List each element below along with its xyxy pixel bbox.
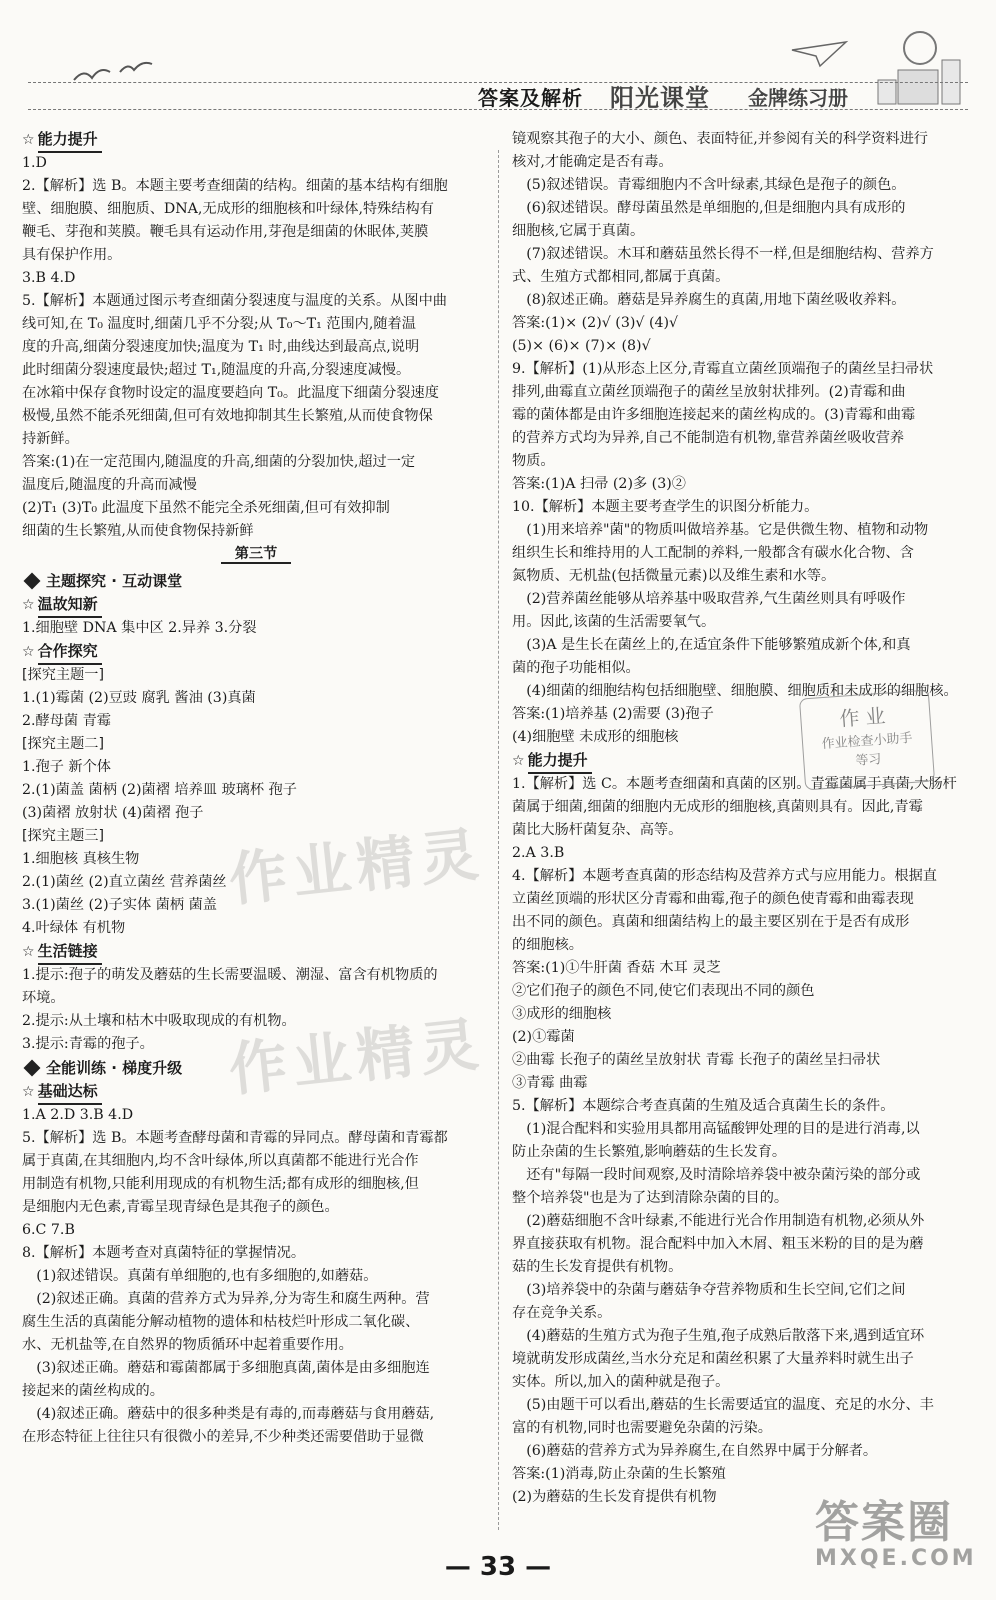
diamond-icon	[24, 1060, 41, 1077]
star-icon: ☆	[22, 943, 35, 960]
text-line: (5)× (6)× (7)× (8)√	[512, 338, 651, 354]
text-line: 答案:(1)A 扫帚 (2)多 (3)②	[512, 476, 686, 492]
text-line: (4)叙述正确。蘑菇中的很多种类是有毒的,而毒蘑菇与食用蘑菇,	[36, 1406, 435, 1422]
chapter-title-label: 第三节	[221, 546, 292, 564]
text-line: (8)叙述正确。蘑菇是异养腐生的真菌,用地下菌丝吸收养料。	[526, 292, 906, 308]
text-line: 8.【解析】本题考查对真菌特征的掌握情况。	[22, 1245, 306, 1261]
page-number: — 33 —	[444, 1552, 552, 1582]
watermark: 作业精灵	[225, 1009, 488, 1105]
text-line: (2)T₁ (3)T₀ 此温度下虽然不能完全杀死细菌,但可有效抑制	[22, 500, 390, 516]
section-heading-label: 生活链接	[38, 940, 102, 965]
text-line: 5.【解析】本题综合考查真菌的生殖及适合真菌生长的条件。	[512, 1098, 895, 1114]
text-line: 4.【解析】本题考查真菌的形态结构及营养方式与应用能力。根据直	[512, 868, 937, 884]
text-line: 式、生殖方式都相同,都属于真菌。	[512, 269, 730, 285]
text-line: 境就萌发形成菌丝,当水分充足和菌丝积累了大量养料时就生出子	[512, 1351, 914, 1367]
text-line: ②它们孢子的颜色不同,使它们表现出不同的颜色	[512, 983, 815, 999]
star-icon: ☆	[512, 752, 525, 769]
text-line: 出不同的颜色。真菌和细菌结构上的最主要区别在于是否有成形	[512, 914, 910, 930]
column-divider	[498, 150, 499, 1530]
text-line: 接起来的菌丝构成的。	[22, 1383, 164, 1399]
text-line: 2.酵母菌 青霉	[22, 713, 111, 729]
text-line: 答案:(1)× (2)√ (3)√ (4)√	[512, 315, 679, 331]
text-line: 极慢,虽然不能杀死细菌,但可有效地抑制其生长繁殖,从而使食物保	[22, 408, 433, 424]
text-line: 答案:(1)①牛肝菌 香菇 木耳 灵芝	[512, 960, 721, 976]
text-line: 6.C 7.B	[22, 1222, 75, 1238]
text-line: 5.【解析】本题通过图示考查细菌分裂速度与温度的关系。从图中曲	[22, 293, 447, 309]
text-line: 用制造有机物,只能利用现成的有机物生活;都有成形的细胞核,但	[22, 1176, 419, 1192]
text-line: (5)由题干可以看出,蘑菇的生长需要适宜的温度、充足的水分、丰	[526, 1397, 934, 1413]
text-line: (6)叙述错误。酵母菌虽然是单细胞的,但是细胞内具有成形的	[526, 200, 906, 216]
text-line: 3.B 4.D	[22, 270, 76, 286]
text-line: (1)用来培养"菌"的物质叫做培养基。它是供微生物、植物和动物	[526, 522, 929, 538]
paper-plane-icon	[790, 40, 850, 70]
star-icon: ☆	[22, 643, 35, 660]
diamond-icon	[24, 573, 41, 590]
text-line: (1)混合配料和实验用具都用高锰酸钾处理的目的是进行消毒,以	[526, 1121, 920, 1137]
text-line: 2.(1)菌盖 菌柄 (2)菌褶 培养皿 玻璃杯 孢子	[22, 782, 297, 798]
header-title: 答案及解析	[478, 86, 583, 110]
text-line: 10.【解析】本题主要考查学生的识图分析能力。	[512, 499, 819, 515]
text-line: 在形态特征上往往只有很微小的差异,不少种类还需要借助于显微	[22, 1429, 424, 1445]
text-line: 1.D	[22, 155, 47, 171]
page-header	[0, 0, 996, 120]
text-line: (6)蘑菇的营养方式为异养腐生,在自然界中属于分解者。	[526, 1443, 878, 1459]
text-line: (2)①霉菌	[512, 1029, 575, 1045]
major-heading-label: 主题探究 · 互动课堂	[46, 571, 183, 590]
text-line: 富的有机物,同时也需要避免杂菌的污染。	[512, 1420, 772, 1436]
text-line: 镜观察其孢子的大小、颜色、表面特征,并参阅有关的科学资料进行	[512, 131, 928, 147]
text-line: 用。因此,该菌的生活需要氧气。	[512, 614, 716, 630]
header-subtitle: 金牌练习册	[748, 86, 848, 110]
section-heading-label: 温故知新	[38, 593, 102, 618]
text-line: (4)细胞壁 未成形的细胞核	[512, 729, 679, 745]
text-line: 实体。所以,加入的菌种就是孢子。	[512, 1374, 730, 1390]
stamp-line: 作业	[838, 703, 893, 731]
left-column	[22, 128, 490, 1449]
text-line: 1.(1)霉菌 (2)豆豉 腐乳 酱油 (3)真菌	[22, 690, 256, 706]
text-line: 持新鲜。	[22, 431, 79, 447]
text-line: 霉的菌体都是由许多细胞连接起来的菌丝构成的。(3)青霉和曲霉	[512, 407, 916, 423]
text-line: (3)菌褶 放射状 (4)菌褶 孢子	[22, 805, 204, 821]
text-line: 核对,才能确定是否有毒。	[512, 154, 673, 170]
topic-heading: [探究主题三]	[22, 828, 105, 844]
text-line: 3.提示:青霉的孢子。	[22, 1036, 154, 1052]
text-line: (1)叙述错误。真菌有单细胞的,也有多细胞的,如蘑菇。	[36, 1268, 378, 1284]
text-line: 水、无机盐等,在自然界的物质循环中起着重要作用。	[22, 1337, 353, 1353]
text-line: 还有"每隔一段时间观察,及时清除培养袋中被杂菌污染的部分或	[526, 1167, 921, 1183]
text-line: 立菌丝顶端的形状区分青霉和曲霉,孢子的颜色使青霉和曲霉表现	[512, 891, 914, 907]
text-line: 5.【解析】选 B。本题考查酵母菌和青霉的异同点。酵母菌和青霉都	[22, 1130, 448, 1146]
section-heading	[22, 940, 490, 964]
text-line: 4.叶绿体 有机物	[22, 920, 126, 936]
text-line: 1.提示:孢子的萌发及蘑菇的生长需要温暖、潮湿、富含有机物质的	[22, 967, 438, 983]
text-line: ③成形的细胞核	[512, 1006, 612, 1022]
major-heading-label: 全能训练 · 梯度升级	[46, 1058, 183, 1077]
text-line: 菌属于细菌,细菌的细胞内无成形的细胞核,真菌则具有。因此,青霉	[512, 799, 923, 815]
text-line: 物质。	[512, 453, 555, 469]
text-line: 腐生生活的真菌能分解动植物的遗体和枯枝烂叶形成二氧化碳、	[22, 1314, 420, 1330]
header-brand: 阳光课堂	[610, 83, 710, 112]
text-line: (4)细菌的细胞结构包括细胞壁、细胞膜、细胞质和未成形的细胞核。	[526, 683, 958, 699]
section-heading-label: 基础达标	[38, 1080, 102, 1105]
text-line: 1.细胞核 真核生物	[22, 851, 140, 867]
text-line: 具有保护作用。	[22, 247, 122, 263]
text-line: 是细胞内无色素,青霉呈现青绿色是其孢子的颜色。	[22, 1199, 339, 1215]
watermark: 作业精灵	[225, 819, 488, 915]
text-line: 2.A 3.B	[512, 845, 565, 861]
text-line: (2)营养菌丝能够从培养基中吸取营养,气生菌丝则具有呼吸作	[526, 591, 906, 607]
text-line: 1.细胞壁 DNA 集中区 2.异养 3.分裂	[22, 620, 257, 636]
stamp-line: 等习	[854, 752, 882, 769]
text-line: 环境。	[22, 990, 65, 1006]
section-heading-label: 能力提升	[38, 128, 102, 153]
stamp-line: 作业检查小助手	[821, 730, 914, 753]
text-line: 答案:(1)在一定范围内,随温度的升高,细菌的分裂加快,超过一定	[22, 454, 416, 470]
text-line: (2)叙述正确。真菌的营养方式为异养,分为寄生和腐生两种。营	[36, 1291, 430, 1307]
text-line: 2.提示:从土壤和枯木中吸取现成的有机物。	[22, 1013, 296, 1029]
text-line: 属于真菌,在其细胞内,均不含叶绿体,所以真菌都不能进行光合作	[22, 1153, 419, 1169]
text-line: 的细胞核。	[512, 937, 583, 953]
text-line: 细胞核,它属于真菌。	[512, 223, 645, 239]
text-line: 整个培养袋"也是为了达到清除杂菌的目的。	[512, 1190, 789, 1206]
text-line: 2.(1)菌丝 (2)直立菌丝 营养菌丝	[22, 874, 227, 890]
major-heading	[22, 569, 490, 593]
text-line: 答案:(1)培养基 (2)需要 (3)孢子	[512, 706, 714, 722]
text-line: 菌的孢子功能相似。	[512, 660, 640, 676]
text-line: 3.(1)菌丝 (2)子实体 菌柄 菌盖	[22, 897, 217, 913]
chapter-title	[22, 543, 490, 569]
text-line: 的营养方式均为异养,自己不能制造有机物,靠营养菌丝吸收营养	[512, 430, 905, 446]
text-line: 1.孢子 新个体	[22, 759, 111, 775]
section-heading	[22, 128, 490, 152]
section-heading	[22, 640, 490, 664]
text-line: 氮物质、无机盐(包括微量元素)以及维生素和水等。	[512, 568, 836, 584]
text-line: 9.【解析】(1)从形态上区分,青霉直立菌丝顶端孢子的菌丝呈扫帚状	[512, 361, 934, 377]
text-line: 壁、细胞膜、细胞质、DNA,无成形的细胞核和叶绿体,特殊结构有	[22, 201, 434, 217]
text-line: 1.【解析】选 C。本题考查细菌和真菌的区别。青霉菌属于真菌,大肠杆	[512, 776, 957, 792]
text-line: (7)叙述错误。木耳和蘑菇虽然长得不一样,但是细胞结构、营养方	[526, 246, 934, 262]
text-line: 细菌的生长繁殖,从而使食物保持新鲜	[22, 523, 254, 539]
section-heading	[22, 593, 490, 617]
text-line: 菇的生长发育提供有机物。	[512, 1259, 683, 1275]
star-icon: ☆	[22, 131, 35, 148]
text-line: (4)蘑菇的生殖方式为孢子生殖,孢子成熟后散落下来,遇到适宜环	[526, 1328, 925, 1344]
star-icon: ☆	[22, 1083, 35, 1100]
right-column	[512, 128, 974, 1509]
text-line: ②曲霉 长孢子的菌丝呈放射状 青霉 长孢子的菌丝呈扫帚状	[512, 1052, 881, 1068]
text-line: 界直接获取有机物。混合配料中加入木屑、粗玉米粉的目的是为蘑	[512, 1236, 924, 1252]
text-line: 菌比大肠杆菌复杂、高等。	[512, 822, 683, 838]
text-line: 线可知,在 T₀ 温度时,细菌几乎不分裂;从 T₀～T₁ 范围内,随着温	[22, 316, 416, 332]
text-line: (5)叙述错误。青霉细胞内不含叶绿素,其绿色是孢子的颜色。	[526, 177, 906, 193]
text-line: 在冰箱中保存食物时设定的温度要趋向 T₀。此温度下细菌分裂速度	[22, 385, 439, 401]
text-line: 1.A 2.D 3.B 4.D	[22, 1107, 134, 1123]
text-line: (3)培养袋中的杂菌与蘑菇争夺营养物质和生长空间,它们之间	[526, 1282, 906, 1298]
section-heading-label: 能力提升	[528, 749, 592, 774]
logo-text: 答案圈	[815, 1497, 953, 1548]
text-line: 鞭毛、芽孢和荚膜。鞭毛具有运动作用,芽孢是细菌的休眠体,荚膜	[22, 224, 429, 240]
text-line: 排列,曲霉直立菌丝顶端孢子的菌丝呈放射状排列。(2)青霉和曲	[512, 384, 906, 400]
star-icon: ☆	[22, 596, 35, 613]
text-line: 存在竞争关系。	[512, 1305, 612, 1321]
text-line: (3)A 是生长在菌丝上的,在适宜条件下能够繁殖成新个体,和真	[526, 637, 911, 653]
text-line: 度的升高,细菌分裂速度加快;温度为 T₁ 时,曲线达到最高点,说明	[22, 339, 420, 355]
text-line: (2)为蘑菇的生长发育提供有机物	[512, 1489, 717, 1505]
text-line: 温度后,随温度的升高而减慢	[22, 477, 197, 493]
text-line: 此时细菌分裂速度最快;超过 T₁,随温度的升高,分裂速度减慢。	[22, 362, 411, 378]
text-line: ③青霉 曲霉	[512, 1075, 588, 1091]
topic-heading: [探究主题二]	[22, 736, 105, 752]
text-line: 防止杂菌的生长繁殖,影响蘑菇的生长发育。	[512, 1144, 787, 1160]
text-line: (2)蘑菇细胞不含叶绿素,不能进行光合作用制造有机物,必须从外	[526, 1213, 925, 1229]
homework-stamp	[799, 690, 935, 791]
text-line: 组织生长和维持用的人工配制的养料,一般都含有碳水化合物、含	[512, 545, 914, 561]
topic-heading: [探究主题一]	[22, 667, 105, 683]
section-heading-label: 合作探究	[38, 640, 102, 665]
text-line: 答案:(1)消毒,防止杂菌的生长繁殖	[512, 1466, 726, 1482]
text-line: (3)叙述正确。蘑菇和霉菌都属于多细胞真菌,菌体是由多细胞连	[36, 1360, 430, 1376]
text-line: 2.【解析】选 B。本题主要考查细菌的结构。细菌的基本结构有细胞	[22, 178, 448, 194]
logo-url: MXQE.COM	[815, 1546, 977, 1571]
